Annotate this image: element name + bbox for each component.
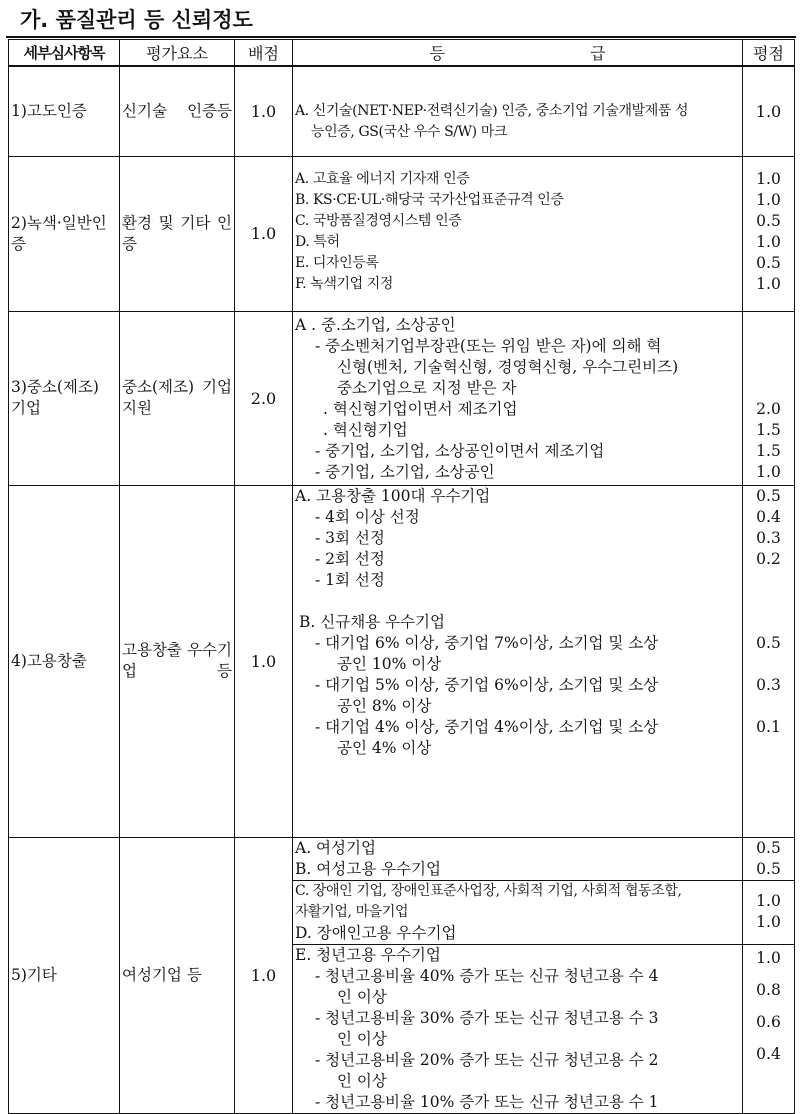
eval-cell: 환경 및 기타 인증: [120, 156, 235, 311]
table-row: [9, 311, 795, 485]
grade-line: - 중소벤처기업부장관(또는 위임 받은 자)에 의해 혁: [315, 336, 662, 355]
grade-line: B. 여성고용 우수기업: [295, 859, 441, 878]
title-underline: [6, 36, 796, 38]
score-value: 0.5: [756, 486, 781, 505]
score-value: 0.6: [756, 1012, 781, 1031]
score-value: 0.5: [756, 859, 781, 878]
grade-line: - 대기업 4% 이상, 중기업 4%이상, 소기업 및 소상: [315, 717, 659, 736]
score-value: 0.5: [756, 633, 781, 652]
table-header-row: [9, 40, 795, 67]
grade-line: A. 고효율 에너지 기자재 인증: [295, 170, 470, 187]
section-title: 가. 품질관리 등 신뢰정도: [20, 8, 253, 32]
score-value: 1.0: [756, 462, 781, 481]
grade-cell: [293, 156, 743, 311]
grade-line: - 대기업 5% 이상, 중기업 6%이상, 소기업 및 소상: [315, 675, 659, 694]
grade-line: 인 이상: [337, 1071, 387, 1090]
score-value: 0.8: [756, 980, 781, 999]
score-cell: 1.0: [743, 66, 795, 156]
score-value: 1.5: [756, 441, 781, 460]
header-grade: 등 급: [293, 40, 743, 67]
score-value: 0.1: [756, 717, 781, 736]
grade-cell: [293, 837, 743, 1113]
weight-cell: 1.0: [235, 156, 293, 311]
grade-line: A. 여성기업: [295, 838, 376, 857]
grade-group-ab: [293, 838, 742, 880]
table-row: [9, 837, 795, 1113]
grade-line: 자활기업, 마을기업: [295, 903, 409, 920]
score-cell: [743, 311, 795, 485]
item-cell: 2)녹색·일반인증: [9, 156, 120, 311]
weight-cell: 1.0: [235, 837, 293, 1113]
grade-group-e: [293, 944, 742, 1113]
score-cell: [743, 485, 795, 837]
grade-line: B. KS·CE·UL·해당국 국가산업표준규격 인증: [295, 191, 564, 208]
score-value: 1.5: [756, 420, 781, 439]
weight-cell: 2.0: [235, 311, 293, 485]
grade-line: 공인 4% 이상: [337, 738, 432, 757]
grade-line: C. 장애인 기업, 장애인표준사업장, 사회적 기업, 사회적 협동조합,: [295, 882, 682, 899]
eval-cell: 중소(제조) 기업지원: [120, 311, 235, 485]
grade-line: 신형(벤처, 기술혁신형, 경영혁신형, 우수그린비즈): [337, 357, 679, 376]
grade-line: - 2회 선정: [315, 549, 385, 568]
grade-line: - 대기업 6% 이상, 중기업 7%이상, 소기업 및 소상: [315, 633, 659, 652]
grade-line: D. 장애인고용 우수기업: [295, 923, 457, 942]
score-value: 1.0: [756, 169, 781, 188]
grade-line: . 혁신형기업: [323, 420, 408, 439]
score-value: 0.5: [756, 211, 781, 230]
grade-line: - 4회 이상 선정: [315, 507, 420, 526]
item-cell: 3)중소(제조) 기업: [9, 311, 120, 485]
score-value: 2.0: [756, 399, 781, 418]
grade-cell: [293, 311, 743, 485]
item-cell: 5)기타: [9, 837, 120, 1113]
score-value: 0.5: [756, 253, 781, 272]
grade-line: B. 신규채용 우수기업: [299, 612, 445, 631]
header-score: 평점: [743, 40, 795, 67]
score-value: 1.0: [756, 274, 781, 293]
grade-line: E. 디자인등록: [295, 254, 379, 271]
grade-cell: [293, 485, 743, 837]
grade-line: - 청년고용비율 40% 증가 또는 신규 청년고용 수 4: [315, 966, 659, 985]
eval-cell: 신기술 인증등: [120, 66, 235, 156]
grade-line: A. 고용창출 100대 우수기업: [295, 486, 491, 505]
grade-line: 인 이상: [337, 987, 387, 1006]
score-cell: [743, 837, 795, 1113]
grade-group-cd: [293, 880, 742, 944]
grade-line: . 혁신형기업이면서 제조기업: [323, 399, 518, 418]
grade-line: D. 특허: [295, 233, 340, 250]
grade-cell: [293, 66, 743, 156]
score-value: 0.5: [756, 838, 781, 857]
header-weight: 배점: [235, 40, 293, 67]
grade-line: F. 녹색기업 지정: [295, 275, 394, 292]
score-value: 1.0: [756, 912, 781, 931]
score-value: 1.0: [756, 948, 781, 967]
grade-line: 공인 10% 이상: [337, 654, 442, 673]
grade-line: 인 이상: [337, 1029, 387, 1048]
score-value: 0.3: [756, 675, 781, 694]
grade-line: 중소기업으로 지정 받은 자: [337, 378, 517, 397]
weight-cell: 1.0: [235, 485, 293, 837]
score-value: 0.2: [756, 549, 781, 568]
grade-line: - 중기업, 소기업, 소상공인이면서 제조기업: [315, 441, 605, 460]
score-value: 1.0: [756, 190, 781, 209]
evaluation-table: [8, 39, 795, 1114]
item-cell: 1)고도인증: [9, 66, 120, 156]
header-eval: 평가요소: [120, 40, 235, 67]
weight-cell: 1.0: [235, 66, 293, 156]
grade-line: 능인증, GS(국산 우수 S/W) 마크: [311, 124, 507, 140]
grade-line: E. 청년고용 우수기업: [295, 945, 441, 964]
score-value: 0.4: [756, 1044, 781, 1063]
grade-line: - 3회 선정: [315, 528, 385, 547]
grade-line: - 1회 선정: [315, 570, 385, 589]
table-row: [9, 66, 795, 156]
table-row: [9, 156, 795, 311]
eval-cell: 여성기업 등: [120, 837, 235, 1113]
grade-line: C. 국방품질경영시스템 인증: [295, 212, 462, 229]
grade-line: A . 중.소기업, 소상공인: [295, 315, 456, 334]
grade-line: - 청년고용비율 20% 증가 또는 신규 청년고용 수 2: [315, 1050, 659, 1069]
score-value: 0.3: [756, 528, 781, 547]
grade-line: 공인 8% 이상: [337, 696, 432, 715]
grade-line: - 중기업, 소기업, 소상공인: [315, 462, 495, 481]
eval-cell: 고용창출 우수기업 등: [120, 485, 235, 837]
score-value: 1.0: [756, 891, 781, 910]
score-cell: [743, 156, 795, 311]
table-row: [9, 485, 795, 837]
score-value: 0.4: [756, 507, 781, 526]
grade-line: A. 신기술(NET·NEP·전력신기술) 인증, 중소기업 기술개발제품 성: [295, 103, 689, 119]
grade-line: - 청년고용비율 30% 증가 또는 신규 청년고용 수 3: [315, 1008, 659, 1027]
score-value: 1.0: [756, 232, 781, 251]
item-cell: 4)고용창출: [9, 485, 120, 837]
grade-line: - 청년고용비율 10% 증가 또는 신규 청년고용 수 1: [315, 1092, 659, 1111]
header-item: 세부심사항목: [9, 40, 120, 67]
